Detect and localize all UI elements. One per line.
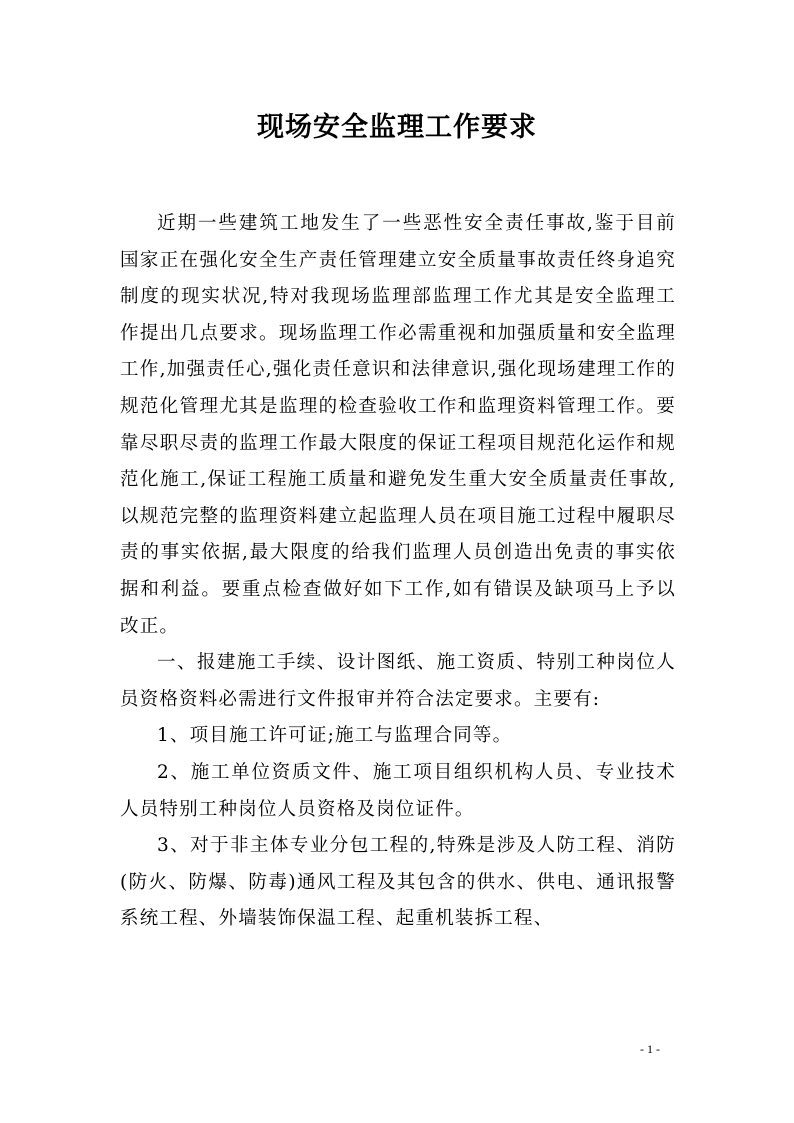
paragraph-item-1: 1、项目施工许可证;施工与监理合同等。 [157, 725, 513, 747]
paragraph-intro: 近期一些建筑工地发生了一些恶性安全责任事故,鉴于目前国家正在强化安全生产责任管理建立安全质量事故责任终身追究制度的现实状况,特对我现场监理部监理工作尤其是安全监理工作提出几点要求。现场监理工作必需重视和加强质量和安全监理工作,加强责任心,强化责任意识和法律意识,强化现场建理工作的规范化管理尤其是监理的检查验收工作和监理资料管理工作。要靠尽职尽责的监理工作最大限度的保证工程项目规范化运作和规范化施工,保证工程施工质量和避免发生重大安全质量责任事故,以规范完整的监理资料建立起监理人员在项目施工过程中履职尽责的事实依据,最大限度的给我们监理人员创造出免责的事实依据和利益。要重点检查做好如下工作,如有错误及缺项马上予以改正。 [120, 213, 676, 637]
document-body [120, 206, 676, 938]
paragraph-section-1: 一、报建施工手续、设计图纸、施工资质、特别工种岗位人员资格资料必需进行文件报审并符合法定要求。主要有: [120, 652, 676, 710]
paragraph-item-2: 2、施工单位资质文件、施工项目组织机构人员、专业技术人员特别工种岗位人员资格及岗位证件。 [120, 761, 676, 820]
document-title: 现场安全监理工作要求 [257, 112, 537, 143]
page-number: - 1 - [640, 1042, 660, 1056]
paragraph-item-3: 3、对于非主体专业分包工程的,特殊是涉及人防工程、消防(防火、防爆、防毒)通风工程及其包含的供水、供电、通讯报警系统工程、外墙装饰保温工程、起重机装拆工程、 [120, 835, 676, 930]
